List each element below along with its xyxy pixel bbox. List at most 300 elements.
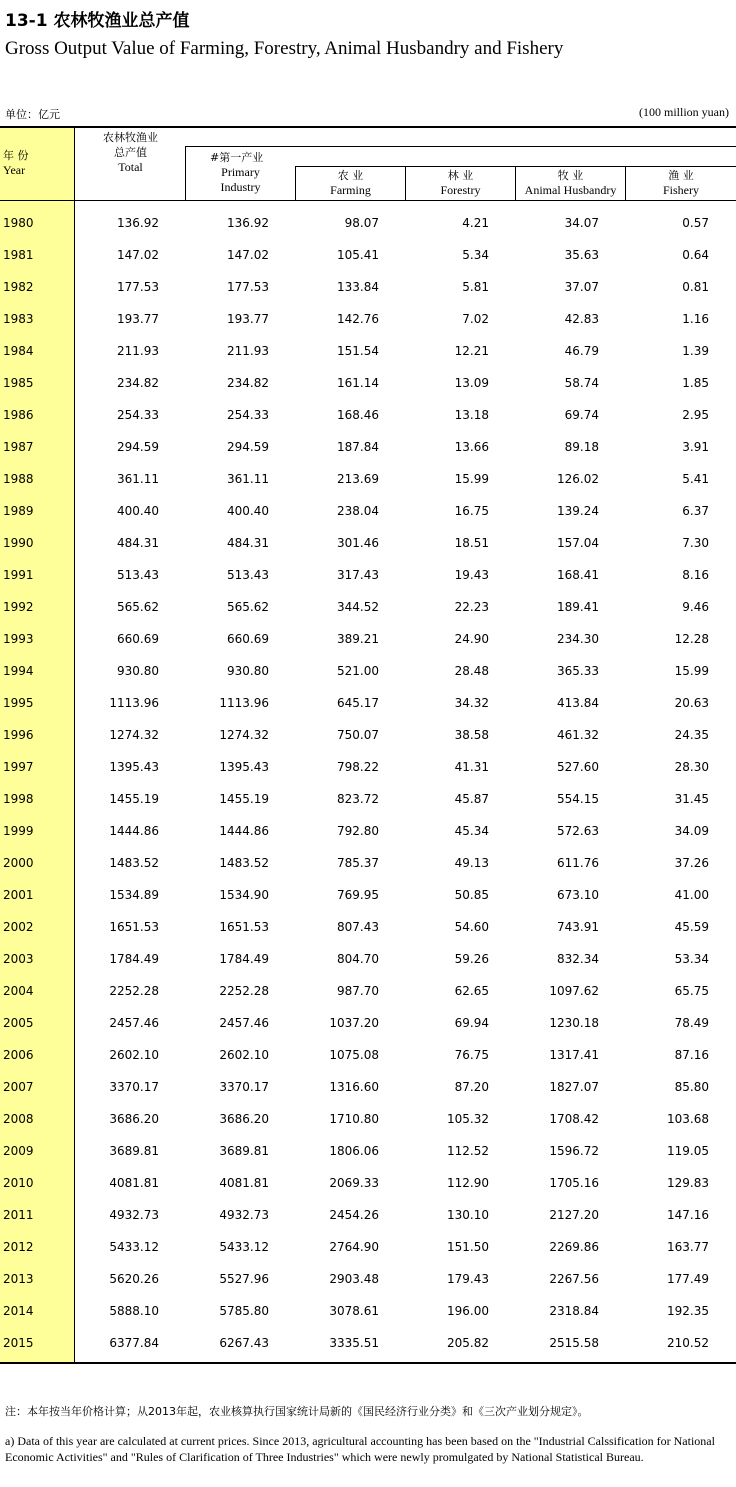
- farming-cell: 807.43: [337, 920, 379, 934]
- primary-industry-cell: 1534.90: [219, 888, 269, 902]
- primary-industry-cell: 147.02: [227, 248, 269, 262]
- fishery-cell: 163.77: [667, 1240, 709, 1254]
- farming-cell: 213.69: [337, 472, 379, 486]
- animal-husbandry-cell: 673.10: [557, 888, 599, 902]
- total-cell: 484.31: [117, 536, 159, 550]
- forestry-cell: 130.10: [447, 1208, 489, 1222]
- primary-industry-cell: 565.62: [227, 600, 269, 614]
- total-cell: 6377.84: [109, 1336, 159, 1350]
- fishery-cell: 45.59: [674, 920, 709, 934]
- fishery-cell: 6.37: [682, 504, 709, 518]
- fishery-cell: 103.68: [667, 1112, 709, 1126]
- table-row: [0, 1328, 736, 1360]
- forestry-cell: 13.66: [454, 440, 489, 454]
- header-bottom-rule: [0, 200, 736, 201]
- farming-cell: 769.95: [337, 888, 379, 902]
- table-row: [0, 1136, 736, 1168]
- primary-industry-cell: 177.53: [227, 280, 269, 294]
- farming-cell: 344.52: [337, 600, 379, 614]
- animal-husbandry-cell: 189.41: [557, 600, 599, 614]
- year-cell: 1989: [3, 504, 34, 518]
- primary-industry-cell: 1274.32: [219, 728, 269, 742]
- header-farming: 农 业 Farming: [330, 169, 371, 197]
- primary-industry-cell: 1113.96: [219, 696, 269, 710]
- farming-cell: 521.00: [337, 664, 379, 678]
- total-cell: 177.53: [117, 280, 159, 294]
- primary-industry-cell: 1444.86: [219, 824, 269, 838]
- fishery-cell: 31.45: [674, 792, 709, 806]
- animal-husbandry-cell: 1317.41: [549, 1048, 599, 1062]
- table-row: [0, 208, 736, 240]
- farming-cell: 238.04: [337, 504, 379, 518]
- primary-industry-cell: 254.33: [227, 408, 269, 422]
- year-cell: 1994: [3, 664, 34, 678]
- year-cell: 1980: [3, 216, 34, 230]
- forestry-cell: 179.43: [447, 1272, 489, 1286]
- forestry-cell: 16.75: [454, 504, 489, 518]
- fishery-cell: 65.75: [674, 984, 709, 998]
- table-row: [0, 912, 736, 944]
- primary-industry-cell: 2602.10: [219, 1048, 269, 1062]
- animal-husbandry-cell: 2269.86: [549, 1240, 599, 1254]
- total-cell: 136.92: [117, 216, 159, 230]
- year-cell: 1988: [3, 472, 34, 486]
- forestry-cell: 7.02: [462, 312, 489, 326]
- table-row: [0, 336, 736, 368]
- primary-industry-cell: 513.43: [227, 568, 269, 582]
- total-cell: 5433.12: [109, 1240, 159, 1254]
- forestry-cell: 4.21: [462, 216, 489, 230]
- forestry-cell: 62.65: [454, 984, 489, 998]
- fishery-cell: 24.35: [674, 728, 709, 742]
- total-cell: 4932.73: [109, 1208, 159, 1222]
- animal-husbandry-cell: 1230.18: [549, 1016, 599, 1030]
- header-total: 农林牧渔业 总产值 Total: [103, 131, 158, 174]
- year-cell: 2000: [3, 856, 34, 870]
- forestry-cell: 34.32: [454, 696, 489, 710]
- page-title-cn: 13-1 农林牧渔业总产值: [5, 11, 190, 31]
- year-cell: 1998: [3, 792, 34, 806]
- footnote-cn: 注：本年按当年价格计算；从2013年起，农业核算执行国家统计局新的《国民经济行业分类》和《三次产业划分规定》。: [5, 1405, 589, 1418]
- animal-husbandry-cell: 832.34: [557, 952, 599, 966]
- table-row: [0, 688, 736, 720]
- table-row: [0, 272, 736, 304]
- farming-cell: 1316.60: [329, 1080, 379, 1094]
- farming-cell: 3078.61: [329, 1304, 379, 1318]
- fishery-cell: 0.57: [682, 216, 709, 230]
- fishery-cell: 28.30: [674, 760, 709, 774]
- primary-industry-cell: 2457.46: [219, 1016, 269, 1030]
- total-cell: 2457.46: [109, 1016, 159, 1030]
- total-cell: 1274.32: [109, 728, 159, 742]
- total-cell: 513.43: [117, 568, 159, 582]
- forestry-cell: 13.09: [454, 376, 489, 390]
- year-cell: 2014: [3, 1304, 34, 1318]
- total-cell: 5620.26: [109, 1272, 159, 1286]
- total-cell: 3370.17: [109, 1080, 159, 1094]
- animal-husbandry-cell: 461.32: [557, 728, 599, 742]
- fishery-cell: 3.91: [682, 440, 709, 454]
- animal-husbandry-cell: 2318.84: [549, 1304, 599, 1318]
- fishery-cell: 34.09: [674, 824, 709, 838]
- table-row: [0, 304, 736, 336]
- year-cell: 2013: [3, 1272, 34, 1286]
- total-cell: 400.40: [117, 504, 159, 518]
- header-primary-industry: #第一产业 Primary Industry: [210, 151, 264, 194]
- forestry-cell: 12.21: [454, 344, 489, 358]
- table-row: [0, 1008, 736, 1040]
- total-cell: 930.80: [117, 664, 159, 678]
- animal-husbandry-cell: 46.79: [564, 344, 599, 358]
- total-cell: 1651.53: [109, 920, 159, 934]
- total-cell: 147.02: [117, 248, 159, 262]
- farming-cell: 1806.06: [329, 1144, 379, 1158]
- total-cell: 1534.89: [109, 888, 159, 902]
- animal-husbandry-cell: 69.74: [564, 408, 599, 422]
- farming-cell: 645.17: [337, 696, 379, 710]
- farming-cell: 187.84: [337, 440, 379, 454]
- forestry-cell: 38.58: [454, 728, 489, 742]
- farming-cell: 98.07: [344, 216, 379, 230]
- primary-industry-cell: 5433.12: [219, 1240, 269, 1254]
- total-cell: 1784.49: [109, 952, 159, 966]
- fishery-cell: 7.30: [682, 536, 709, 550]
- forestry-cell: 13.18: [454, 408, 489, 422]
- fishery-cell: 87.16: [674, 1048, 709, 1062]
- unit-label-en: (100 million yuan): [639, 105, 729, 119]
- total-cell: 1113.96: [109, 696, 159, 710]
- primary-industry-cell: 3686.20: [219, 1112, 269, 1126]
- forestry-cell: 196.00: [447, 1304, 489, 1318]
- table-row: [0, 1072, 736, 1104]
- primary-industry-cell: 234.82: [227, 376, 269, 390]
- primary-industry-cell: 136.92: [227, 216, 269, 230]
- fishery-cell: 53.34: [674, 952, 709, 966]
- total-cell: 1444.86: [109, 824, 159, 838]
- total-cell: 361.11: [117, 472, 159, 486]
- forestry-cell: 19.43: [454, 568, 489, 582]
- animal-husbandry-cell: 37.07: [564, 280, 599, 294]
- animal-husbandry-cell: 42.83: [564, 312, 599, 326]
- primary-industry-cell: 4932.73: [219, 1208, 269, 1222]
- table-row: [0, 720, 736, 752]
- table-row: [0, 816, 736, 848]
- farming-cell: 301.46: [337, 536, 379, 550]
- table-row: [0, 880, 736, 912]
- table-row: [0, 944, 736, 976]
- animal-husbandry-cell: 611.76: [557, 856, 599, 870]
- year-cell: 1993: [3, 632, 34, 646]
- year-cell: 2004: [3, 984, 34, 998]
- fishery-cell: 20.63: [674, 696, 709, 710]
- table-row: [0, 1040, 736, 1072]
- year-cell: 2007: [3, 1080, 34, 1094]
- forestry-cell: 49.13: [454, 856, 489, 870]
- table-row: [0, 400, 736, 432]
- animal-husbandry-cell: 1827.07: [549, 1080, 599, 1094]
- fishery-cell: 9.46: [682, 600, 709, 614]
- animal-husbandry-cell: 743.91: [557, 920, 599, 934]
- table-row: [0, 432, 736, 464]
- table-row: [0, 1296, 736, 1328]
- year-cell: 2006: [3, 1048, 34, 1062]
- animal-husbandry-cell: 126.02: [557, 472, 599, 486]
- primary-industry-cell: 294.59: [227, 440, 269, 454]
- primary-top-line: [185, 146, 736, 147]
- year-cell: 1996: [3, 728, 34, 742]
- header-forestry: 林 业 Forestry: [440, 169, 481, 197]
- year-cell: 2009: [3, 1144, 34, 1158]
- primary-industry-cell: 4081.81: [219, 1176, 269, 1190]
- animal-husbandry-cell: 554.15: [557, 792, 599, 806]
- forestry-cell: 18.51: [454, 536, 489, 550]
- forestry-cell: 151.50: [447, 1240, 489, 1254]
- primary-industry-cell: 1455.19: [219, 792, 269, 806]
- fishery-cell: 5.41: [682, 472, 709, 486]
- farming-cell: 151.54: [337, 344, 379, 358]
- table-row: [0, 528, 736, 560]
- forestry-cell: 22.23: [454, 600, 489, 614]
- forestry-cell: 76.75: [454, 1048, 489, 1062]
- farming-cell: 133.84: [337, 280, 379, 294]
- animal-husbandry-cell: 365.33: [557, 664, 599, 678]
- header-year: 年 份 Year: [3, 149, 29, 177]
- farming-cell: 161.14: [337, 376, 379, 390]
- animal-husbandry-cell: 157.04: [557, 536, 599, 550]
- total-cell: 211.93: [117, 344, 159, 358]
- unit-label-cn: 单位：亿元: [5, 108, 60, 121]
- total-cell: 5888.10: [109, 1304, 159, 1318]
- fishery-cell: 78.49: [674, 1016, 709, 1030]
- total-cell: 1395.43: [109, 760, 159, 774]
- forestry-cell: 5.81: [462, 280, 489, 294]
- fishery-cell: 41.00: [674, 888, 709, 902]
- animal-husbandry-cell: 168.41: [557, 568, 599, 582]
- year-cell: 2002: [3, 920, 34, 934]
- table-row: [0, 1200, 736, 1232]
- animal-husbandry-cell: 413.84: [557, 696, 599, 710]
- fishery-cell: 2.95: [682, 408, 709, 422]
- fishery-cell: 177.49: [667, 1272, 709, 1286]
- page-title-en: Gross Output Value of Farming, Forestry, Animal Husbandry and Fishery: [5, 38, 564, 59]
- forestry-cell: 50.85: [454, 888, 489, 902]
- forestry-cell: 112.52: [447, 1144, 489, 1158]
- farming-cell: 1075.08: [329, 1048, 379, 1062]
- primary-industry-cell: 6267.43: [219, 1336, 269, 1350]
- farming-cell: 987.70: [337, 984, 379, 998]
- year-cell: 2015: [3, 1336, 34, 1350]
- table-top-rule: [0, 126, 736, 128]
- primary-industry-cell: 361.11: [227, 472, 269, 486]
- year-cell: 2011: [3, 1208, 34, 1222]
- farming-cell: 792.80: [337, 824, 379, 838]
- primary-industry-cell: 1483.52: [219, 856, 269, 870]
- fishery-cell: 210.52: [667, 1336, 709, 1350]
- farming-cell: 2069.33: [329, 1176, 379, 1190]
- animal-husbandry-cell: 34.07: [564, 216, 599, 230]
- total-cell: 565.62: [117, 600, 159, 614]
- table-row: [0, 656, 736, 688]
- header-fishery: 渔 业 Fishery: [663, 169, 699, 197]
- farming-cell: 1037.20: [329, 1016, 379, 1030]
- table-row: [0, 1264, 736, 1296]
- total-cell: 2602.10: [109, 1048, 159, 1062]
- year-cell: 2003: [3, 952, 34, 966]
- animal-husbandry-cell: 1708.42: [549, 1112, 599, 1126]
- primary-industry-cell: 400.40: [227, 504, 269, 518]
- table-row: [0, 592, 736, 624]
- farming-cell: 2764.90: [329, 1240, 379, 1254]
- fishery-cell: 1.85: [682, 376, 709, 390]
- table-row: [0, 1168, 736, 1200]
- year-cell: 1992: [3, 600, 34, 614]
- year-cell: 2005: [3, 1016, 34, 1030]
- total-cell: 3686.20: [109, 1112, 159, 1126]
- table-row: [0, 1232, 736, 1264]
- fishery-cell: 37.26: [674, 856, 709, 870]
- animal-husbandry-cell: 1097.62: [549, 984, 599, 998]
- animal-husbandry-cell: 234.30: [557, 632, 599, 646]
- year-cell: 1981: [3, 248, 34, 262]
- animal-husbandry-cell: 2267.56: [549, 1272, 599, 1286]
- forestry-cell: 105.32: [447, 1112, 489, 1126]
- fishery-cell: 147.16: [667, 1208, 709, 1222]
- forestry-cell: 87.20: [454, 1080, 489, 1094]
- year-cell: 1991: [3, 568, 34, 582]
- total-cell: 234.82: [117, 376, 159, 390]
- farming-cell: 823.72: [337, 792, 379, 806]
- year-cell: 2001: [3, 888, 34, 902]
- fishery-cell: 0.64: [682, 248, 709, 262]
- data-table: [0, 126, 736, 1364]
- farming-cell: 168.46: [337, 408, 379, 422]
- animal-husbandry-cell: 1596.72: [549, 1144, 599, 1158]
- primary-industry-cell: 5785.80: [219, 1304, 269, 1318]
- table-row: [0, 240, 736, 272]
- forestry-cell: 69.94: [454, 1016, 489, 1030]
- total-cell: 1455.19: [109, 792, 159, 806]
- primary-industry-cell: 5527.96: [219, 1272, 269, 1286]
- animal-husbandry-cell: 2515.58: [549, 1336, 599, 1350]
- forestry-cell: 54.60: [454, 920, 489, 934]
- farming-cell: 798.22: [337, 760, 379, 774]
- forestry-cell: 5.34: [462, 248, 489, 262]
- forestry-cell: 28.48: [454, 664, 489, 678]
- fishery-cell: 0.81: [682, 280, 709, 294]
- table-row: [0, 848, 736, 880]
- year-cell: 1985: [3, 376, 34, 390]
- forestry-cell: 112.90: [447, 1176, 489, 1190]
- animal-husbandry-cell: 139.24: [557, 504, 599, 518]
- table-body: [0, 208, 736, 1360]
- primary-industry-cell: 193.77: [227, 312, 269, 326]
- total-cell: 2252.28: [109, 984, 159, 998]
- farming-cell: 3335.51: [329, 1336, 379, 1350]
- animal-husbandry-cell: 58.74: [564, 376, 599, 390]
- table-row: [0, 560, 736, 592]
- farming-cell: 2454.26: [329, 1208, 379, 1222]
- farming-cell: 105.41: [337, 248, 379, 262]
- footnote-en: a) Data of this year are calculated at current prices. Since 2013, agricultural accounting has been based on the "Industrial Calssification for National Economic Activities" and "Rules of Clarification of Three Industries" which were newly promulgated by National Statistical Bureau.: [5, 1434, 715, 1464]
- table-row: [0, 752, 736, 784]
- primary-industry-cell: 3370.17: [219, 1080, 269, 1094]
- year-cell: 1997: [3, 760, 34, 774]
- year-cell: 1986: [3, 408, 34, 422]
- primary-industry-cell: 3689.81: [219, 1144, 269, 1158]
- animal-husbandry-cell: 527.60: [557, 760, 599, 774]
- forestry-cell: 45.34: [454, 824, 489, 838]
- table-row: [0, 624, 736, 656]
- total-cell: 660.69: [117, 632, 159, 646]
- total-cell: 3689.81: [109, 1144, 159, 1158]
- total-cell: 193.77: [117, 312, 159, 326]
- year-cell: 2008: [3, 1112, 34, 1126]
- fishery-cell: 85.80: [674, 1080, 709, 1094]
- table-row: [0, 1104, 736, 1136]
- total-cell: 254.33: [117, 408, 159, 422]
- year-cell: 1982: [3, 280, 34, 294]
- year-cell: 1983: [3, 312, 34, 326]
- animal-husbandry-cell: 572.63: [557, 824, 599, 838]
- farming-cell: 785.37: [337, 856, 379, 870]
- fishery-cell: 129.83: [667, 1176, 709, 1190]
- primary-industry-cell: 484.31: [227, 536, 269, 550]
- farming-cell: 142.76: [337, 312, 379, 326]
- total-cell: 4081.81: [109, 1176, 159, 1190]
- fishery-cell: 12.28: [674, 632, 709, 646]
- farming-cell: 317.43: [337, 568, 379, 582]
- farming-cell: 750.07: [337, 728, 379, 742]
- farming-cell: 2903.48: [329, 1272, 379, 1286]
- animal-husbandry-cell: 35.63: [564, 248, 599, 262]
- total-cell: 1483.52: [109, 856, 159, 870]
- forestry-cell: 15.99: [454, 472, 489, 486]
- year-cell: 1990: [3, 536, 34, 550]
- year-cell: 1987: [3, 440, 34, 454]
- table-row: [0, 368, 736, 400]
- fishery-cell: 192.35: [667, 1304, 709, 1318]
- year-cell: 1999: [3, 824, 34, 838]
- forestry-cell: 24.90: [454, 632, 489, 646]
- primary-industry-cell: 930.80: [227, 664, 269, 678]
- table-row: [0, 784, 736, 816]
- primary-industry-cell: 1395.43: [219, 760, 269, 774]
- total-cell: 294.59: [117, 440, 159, 454]
- table-bottom-rule: [0, 1362, 736, 1364]
- farming-cell: 1710.80: [329, 1112, 379, 1126]
- fishery-cell: 8.16: [682, 568, 709, 582]
- forestry-cell: 41.31: [454, 760, 489, 774]
- fishery-cell: 119.05: [667, 1144, 709, 1158]
- table-row: [0, 976, 736, 1008]
- forestry-cell: 45.87: [454, 792, 489, 806]
- animal-husbandry-cell: 1705.16: [549, 1176, 599, 1190]
- forestry-cell: 205.82: [447, 1336, 489, 1350]
- fishery-cell: 1.16: [682, 312, 709, 326]
- year-cell: 1984: [3, 344, 34, 358]
- year-cell: 2010: [3, 1176, 34, 1190]
- primary-industry-cell: 1784.49: [219, 952, 269, 966]
- farming-cell: 804.70: [337, 952, 379, 966]
- animal-husbandry-cell: 89.18: [564, 440, 599, 454]
- year-cell: 2012: [3, 1240, 34, 1254]
- fishery-cell: 1.39: [682, 344, 709, 358]
- year-cell: 1995: [3, 696, 34, 710]
- primary-industry-cell: 2252.28: [219, 984, 269, 998]
- primary-industry-cell: 211.93: [227, 344, 269, 358]
- table-row: [0, 464, 736, 496]
- header-animal-husbandry: 牧 业 Animal Husbandry: [524, 169, 617, 197]
